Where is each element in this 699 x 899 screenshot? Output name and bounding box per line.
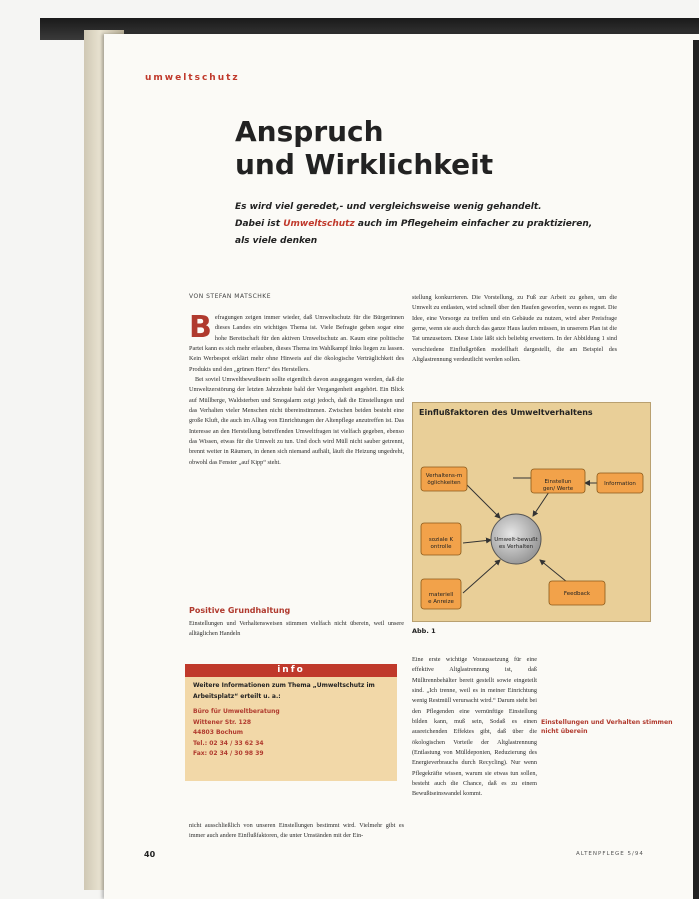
figure-diagram [412,402,651,622]
arrow-materielle [463,560,500,593]
info-addr-line-2: Wittener Str. 128 [193,718,252,726]
info-addr-line-3: 44803 Bochum [193,729,244,736]
box-label-verhaltens: Verhaltens-m öglichkeiten [425,473,463,486]
title-line-2: und Wirklichkeit [235,148,494,181]
info-box-header: info [185,664,397,677]
subtitle-line-3: als viele denken [235,236,318,246]
box-label-einstellungen: Einstellun gen/ Werte [542,479,574,492]
article-subtitle [235,199,595,250]
subtitle-line-2-pre: Dabei ist [235,219,284,229]
article-title [235,115,493,181]
paragraph-1: efragungen zeigen immer wieder, daß Umweltschutz für die Bürgerinnen dieses Landes ein wichtiges Thema ist. Viele Befragte geben sogar eine hohe Bereitschaft für den aktiven Umweltschutz an. Kaum eine politische Partei kann es sich mehr erlauben, dieses Thema im Wahlkampf links liegen zu lassen. Kein Werbespot erklärt mehr ohne Hinweis auf die ökologische Verträglichkeit des Produkts und den „grünen Herz“ des Herstellers. [189,314,404,373]
box-label-materielle: materiell e Anreize [428,592,454,605]
info-box-address [193,707,389,760]
center-label: Umwelt-bewußt es Verhalten [494,537,538,550]
box-verhaltens [421,467,467,491]
subtitle-line-2-post: auch im Pflegeheim einfacher zu praktizieren, [354,219,593,229]
column-1 [189,310,404,468]
scan-right-edge [693,40,699,899]
subtitle-line-2 [235,216,595,233]
box-label-feedback: Feedback [563,591,591,597]
byline: VON STEFAN MATSCHKE [189,293,271,300]
figure-caption: Abb. 1 [412,627,436,635]
figure-title: Einflußfaktoren des Umweltverhaltens [419,408,593,417]
info-tel: Tel.: 02 34 / 33 62 34 [193,739,264,747]
footer-publication: ALTENPFLEGE 5/94 [576,851,644,857]
subtitle-highlight: Umweltschutz [283,219,355,229]
column-1-bottom: nicht ausschließlich von unseren Einstellungen bestimmt wird. Vielmehr gibt es immer auch andere Einflußfaktoren, die unter Umständen mit der Ein- [189,822,404,840]
paragraph-2: Bei soviel Umweltbewußtsein sollte eigentlich davon ausgegangen werden, daß die Umweltzerstörung der letzten Jahrzehnte bald der Vergangenheit angehört. Ein Blick auf Müllberge, Waldsterben und Smogalarm zeigt jedoch, daß die Einstellungen und das Verhalten vieler Menschen nicht übereinstimmen. Zwischen beiden besteht eine große Kluft, die auch im Alltag von Einrichtungen der Altenpflege anzutreffen ist. Das Interesse an den Herstellung betreffenden Umweltfragen ist vielfach gegeben, ebenso das Wissen, etwas für die Umwelt zu tun. Und doch wird Müll nicht sauber getrennt, brennt weiter in Räumen, in denen sich niemand aufhält, läuft die Heizung ungedreht, obwohl das Fenster „auf Kipp“ steht. [189,376,404,466]
info-fax: Fax: 02 34 / 30 98 39 [193,750,264,757]
arrow-verhaltens [463,481,500,518]
section-tag: umweltschutz [145,73,240,83]
info-addr-line-1: Büro für Umweltberatung [193,708,280,715]
paragraph-after-subheading: Einstellungen und Verhaltensweisen stimmen vielfach nicht überein, weil unsere alltäglichen Handeln [189,620,404,638]
title-line-1: Anspruch [235,115,384,148]
figure-svg [413,403,650,621]
arrow-soziale [463,540,491,543]
info-box-intro: Weitere Informationen zum Thema „Umweltschutz im Arbeitsplatz“ erteilt u. a.: [193,682,375,700]
subheading-positive: Positive Grundhaltung [189,606,291,615]
box-label-information: Information [604,481,636,487]
drop-cap: B [189,310,212,345]
info-box-body [185,677,397,764]
column-3: Eine erste wichtige Voraussetzung für eine effektive Altglastrennung ist, daß Mülltrennbehälter bereit gestellt sowie eingeteilt sind. „Ich trenne, weil es in meiner Einrichtung wenig Restmüll verursacht wird.“ Darum steht bei den Pflegenden eine vernünftige Einstellung bilden kann, muß sein, Sodaß es einen ausreichenden Effektes gibt, daß über die ökologischen Vorteile der Altglastrennung (Entlastung von Mülldeponien, Reduzierung des Energieverbrauchs durch Recycling). Nur wenn Pflegekräfte wissen, warum sie etwas tun sollen, besteht auch die Chance, daß es zu einem Bewußtseinswandel kommt. [412,656,537,798]
page-number: 40 [144,850,156,859]
box-label-soziale: soziale K ontrolle [428,537,454,550]
subtitle-line-1: Es wird viel geredet,- und vergleichsweise wenig gehandelt. [235,202,542,212]
column-2: stellung konkurrieren. Die Vorstellung, zu Fuß zur Arbeit zu gehen, um die Umwelt zu entlasten, wird schnell über den Haufen geworfen, wenn es regnet. Die Idee, eine Vorsorge zu treffen und ein Gebäude zu nutzen, wird aber Preisfrage gerne, wenn sie auch durch das ganze Haus laufen müssen, in unserem Plan ist die Tat umzusetzen. Diese Liste läßt sich beliebig erweitern. In der Abbildung 1 sind verschiedene Einflußgrößen modellhaft dargestellt, die am Beispiel des Altglastrennung verdeutlicht werden sollen. [412,294,617,364]
pull-quote: Einstellungen und Verhalten stimmen nicht überein [541,719,673,735]
info-box [185,664,397,781]
